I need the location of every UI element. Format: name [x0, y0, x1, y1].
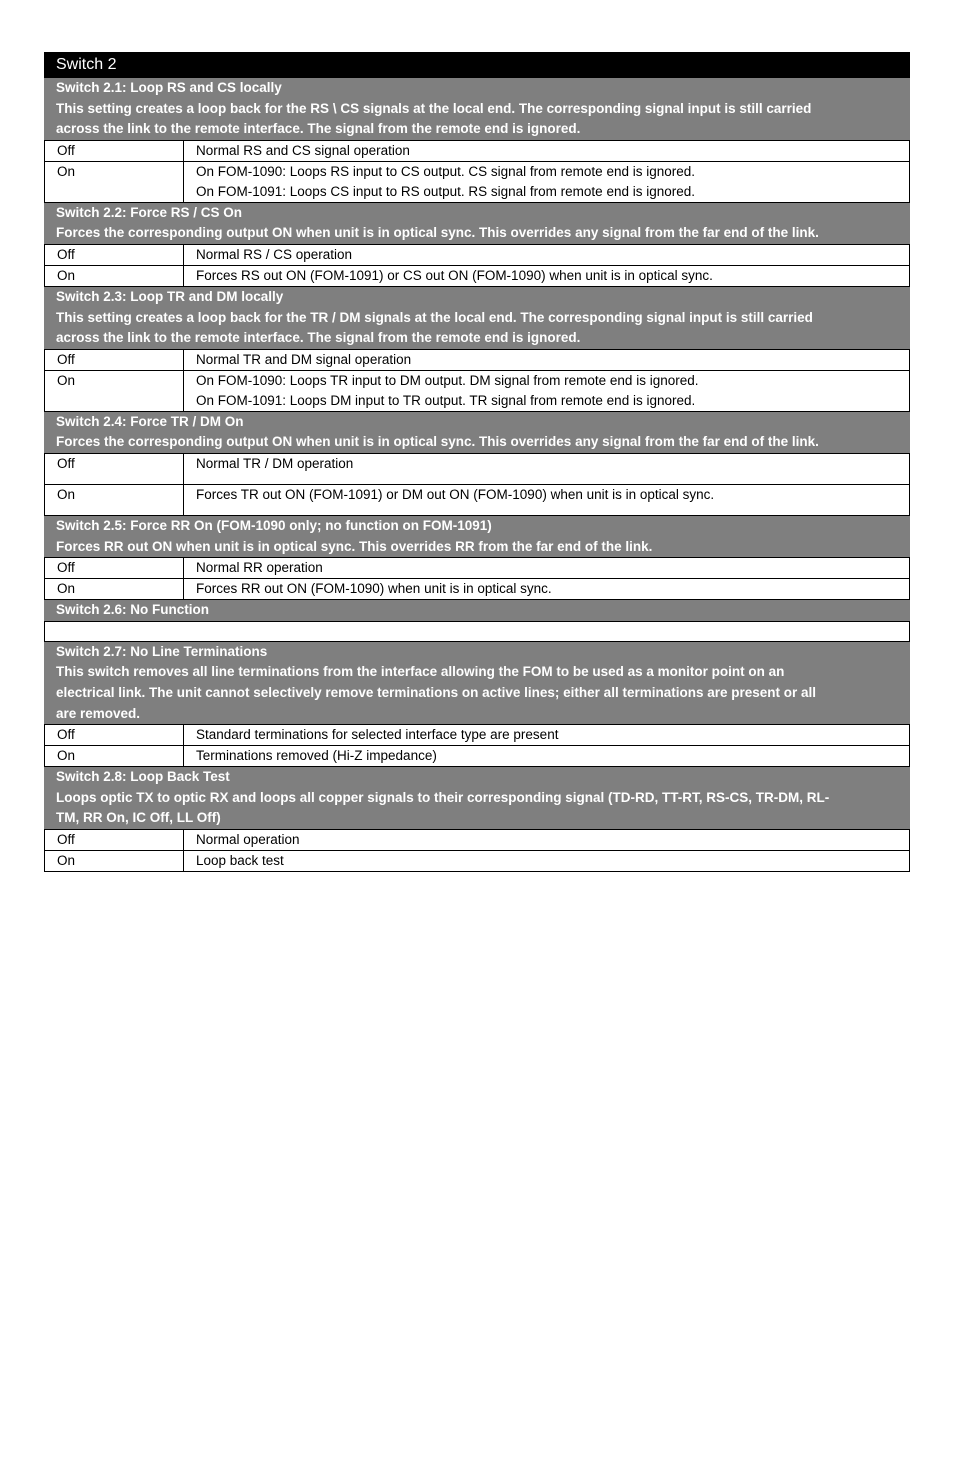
table-row: [44, 161, 910, 202]
description-line: Loop back test: [196, 852, 284, 868]
switch-state: On: [45, 579, 184, 599]
description-line: On FOM-1090: Loops TR input to DM output. DM signal from remote end is ignored.: [196, 372, 699, 388]
state-description: [184, 746, 909, 766]
section-heading: Switch 2.3: Loop TR and DM locally: [56, 288, 284, 304]
table-row: [44, 140, 910, 161]
table-row: [44, 370, 910, 411]
state-description: [184, 162, 909, 202]
section-header: [44, 641, 910, 724]
sections-container: [44, 77, 910, 871]
empty-row: [44, 621, 910, 641]
section-description-line: across the link to the remote interface. The signal from the remote end is ignored.: [56, 330, 581, 346]
section-description-line: are removed.: [56, 705, 141, 721]
section-description-line: Forces the corresponding output ON when unit is in optical sync. This overrides any signal from the far end of the link.: [56, 225, 819, 241]
section-description-line: TM, RR On, IC Off, LL Off): [56, 810, 221, 826]
switch-settings-table: [44, 52, 910, 872]
description-line: Normal operation: [196, 831, 300, 847]
switch-state: On: [45, 371, 184, 411]
state-description: [184, 245, 909, 265]
section-header: [44, 766, 910, 829]
section-heading: Switch 2.1: Loop RS and CS locally: [56, 80, 282, 95]
description-line: On FOM-1091: Loops DM input to TR output. TR signal from remote end is ignored.: [196, 392, 696, 408]
description-line: Forces RS out ON (FOM-1091) or CS out ON (FOM-1090) when unit is in optical sync.: [196, 267, 713, 283]
switch-state: Off: [45, 558, 184, 578]
table-row: [44, 244, 910, 265]
state-description: [184, 830, 909, 850]
section-description-line: This setting creates a loop back for the RS \ CS signals at the local end. The corresponding signal input is still carried: [56, 100, 812, 116]
table-row: [44, 578, 910, 599]
description-line: Standard terminations for selected interface type are present: [196, 727, 559, 743]
switch-state: On: [45, 162, 184, 202]
section-description-line: Forces RR out ON when unit is in optical sync. This overrides RR from the far end of the link.: [56, 538, 653, 554]
state-description: [184, 141, 909, 161]
switch-state: On: [45, 266, 184, 286]
section-description-line: electrical link. The unit cannot selectively remove terminations on active lines; either all terminations are present or all: [56, 684, 817, 700]
description-line: Normal TR and DM signal operation: [196, 351, 412, 367]
switch-state: Off: [45, 141, 184, 161]
description-line: On FOM-1091: Loops CS input to RS output. RS signal from remote end is ignored.: [196, 183, 695, 199]
section-heading: Switch 2.4: Force TR / DM On: [56, 413, 244, 429]
switch-state: On: [45, 485, 184, 515]
description-line: Normal TR / DM operation: [196, 455, 354, 471]
table-row: [44, 265, 910, 286]
switch-state: On: [45, 851, 184, 871]
section-header: [44, 286, 910, 349]
section-description-line: across the link to the remote interface. The signal from the remote end is ignored.: [56, 121, 581, 137]
table-row: [44, 453, 910, 484]
description-line: Forces TR out ON (FOM-1091) or DM out ON (FOM-1090) when unit is in optical sync.: [196, 486, 715, 502]
description-line: Normal RS and CS signal operation: [196, 142, 410, 158]
table-row: [44, 724, 910, 745]
table-row: [44, 484, 910, 515]
section-heading: Switch 2.6: No Function: [56, 602, 210, 618]
section-description-line: Loops optic TX to optic RX and loops all copper signals to their corresponding signal (TD-RD, TT-RT, RS-CS, TR-DM, RL-: [56, 789, 830, 805]
table-row: [44, 557, 910, 578]
section-header: [44, 202, 910, 244]
table-title: Switch 2: [44, 52, 910, 77]
section-description-line: This setting creates a loop back for the TR / DM signals at the local end. The corresponding signal input is still carried: [56, 309, 813, 325]
table-row: [44, 349, 910, 370]
description-line: On FOM-1090: Loops RS input to CS output. CS signal from remote end is ignored.: [196, 163, 695, 179]
section-header: [44, 515, 910, 557]
description-line: Forces RR out ON (FOM-1090) when unit is in optical sync.: [196, 581, 552, 597]
section-heading: Switch 2.2: Force RS / CS On: [56, 204, 243, 220]
section-header: [44, 411, 910, 453]
section-heading: Switch 2.5: Force RR On (FOM-1090 only; no function on FOM-1091): [56, 517, 492, 533]
table-row: [44, 745, 910, 766]
description-line: Terminations removed (Hi-Z impedance): [196, 748, 437, 764]
state-description: [184, 454, 909, 484]
state-description: [184, 579, 909, 599]
switch-state: Off: [45, 454, 184, 484]
state-description: [184, 350, 909, 370]
switch-state: Off: [45, 245, 184, 265]
switch-state: On: [45, 746, 184, 766]
switch-state: Off: [45, 725, 184, 745]
state-description: [184, 371, 909, 411]
table-row: [44, 850, 910, 871]
description-line: Normal RS / CS operation: [196, 246, 353, 262]
description-line: Normal RR operation: [196, 560, 323, 576]
switch-state: Off: [45, 830, 184, 850]
section-description-line: Forces the corresponding output ON when unit is in optical sync. This overrides any signal from the far end of the link.: [56, 434, 819, 450]
section-heading: Switch 2.7: No Line Terminations: [56, 643, 268, 659]
section-heading: Switch 2.8: Loop Back Test: [56, 769, 230, 785]
state-description: [184, 558, 909, 578]
state-description: [184, 266, 909, 286]
switch-state: Off: [45, 350, 184, 370]
section-description-line: This switch removes all line terminations from the interface allowing the FOM to be used as a monitor point on an: [56, 664, 785, 680]
state-description: [184, 725, 909, 745]
section-header: [44, 599, 910, 621]
table-row: [44, 829, 910, 850]
state-description: [184, 851, 909, 871]
state-description: [184, 485, 909, 515]
section-header: [44, 77, 910, 140]
